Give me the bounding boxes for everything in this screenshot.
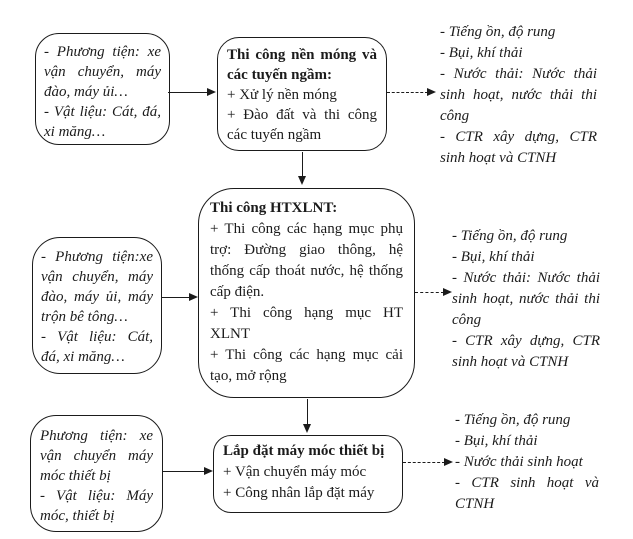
input-box-machinery <box>30 415 163 532</box>
process-step: + Thi công các hạng mục phụ trợ: Đường giao thông, hệ thống cấp thoát nước, hệ thống cấp điện. <box>210 221 403 300</box>
dashed-arrow-process-to-output-3 <box>403 462 445 463</box>
input-box-htxlnt <box>32 237 162 374</box>
arrowhead-right-icon <box>427 88 436 96</box>
process-title: Lắp đặt máy móc thiết bị <box>223 443 385 459</box>
process-step: + Xử lý nền móng <box>227 87 337 103</box>
dashed-arrow-process-to-output-1 <box>387 92 428 93</box>
output-item: - Bụi, khí thải <box>440 45 523 61</box>
process-box-htxlnt <box>198 188 415 398</box>
process-title: Thi công HTXLNT: <box>210 200 338 216</box>
output-list-htxlnt <box>452 226 600 373</box>
process-step: + Đào đất và thi công các tuyến ngầm <box>227 107 377 143</box>
arrowhead-right-icon <box>207 88 216 96</box>
process-step: + Thi công các hạng mục cải tạo, mở rộng <box>210 347 403 384</box>
arrow-input-to-process-2 <box>162 297 190 298</box>
arrow-process-2-to-process-3 <box>307 399 308 425</box>
output-item: - Nước thải sinh hoạt <box>455 454 583 470</box>
arrowhead-down-icon <box>303 424 311 433</box>
arrowhead-right-icon <box>443 288 452 296</box>
output-list-machinery <box>455 410 599 515</box>
process-box-foundation <box>217 37 387 151</box>
arrowhead-right-icon <box>189 293 198 301</box>
process-box-machinery <box>213 435 403 513</box>
output-item: - CTR xây dựng, CTR sinh hoạt và CTNH <box>452 333 600 370</box>
process-step: + Thi công hạng mục HT XLNT <box>210 305 403 342</box>
output-item: - Tiếng ồn, độ rung <box>452 228 568 244</box>
output-item: - Nước thải: Nước thải sinh hoạt, nước thải thi công <box>440 66 597 124</box>
arrow-input-to-process-1 <box>168 92 208 93</box>
process-step: + Công nhân lắp đặt máy <box>223 485 375 501</box>
process-step: + Vận chuyển máy móc <box>223 464 367 480</box>
output-item: - CTR sinh hoạt và CTNH <box>455 475 599 512</box>
process-title: Thi công nền móng và các tuyến ngầm: <box>227 47 377 83</box>
output-item: - Bụi, khí thải <box>455 433 538 449</box>
arrow-process-1-to-process-2 <box>302 152 303 177</box>
arrow-input-to-process-3 <box>163 471 205 472</box>
output-item: - Tiếng ồn, độ rung <box>440 24 556 40</box>
input-line: - Vật liệu: Máy móc, thiết bị <box>40 488 153 524</box>
input-line: Phương tiện: xe vận chuyển máy móc thiết bị <box>40 428 153 484</box>
input-box-foundation <box>35 33 170 145</box>
input-line: - Vật liệu: Cát, đá, xi măng… <box>41 329 153 365</box>
dashed-arrow-process-to-output-2 <box>415 292 444 293</box>
input-line: - Phương tiện:xe vận chuyển, máy đào, máy ủi, máy trộn bê tông… <box>41 249 153 325</box>
output-item: - Tiếng ồn, độ rung <box>455 412 571 428</box>
output-item: - CTR xây dựng, CTR sinh hoạt và CTNH <box>440 129 597 166</box>
arrowhead-right-icon <box>204 467 213 475</box>
output-item: - Bụi, khí thải <box>452 249 535 265</box>
input-line: - Vật liệu: Cát, đá, xi măng… <box>44 104 161 140</box>
input-line: - Phương tiện: xe vận chuyển, máy đào, máy ủi… <box>44 44 161 100</box>
arrowhead-right-icon <box>444 458 453 466</box>
output-list-foundation <box>440 22 597 169</box>
output-item: - Nước thải: Nước thải sinh hoạt, nước thải thi công <box>452 270 600 328</box>
arrowhead-down-icon <box>298 176 306 185</box>
